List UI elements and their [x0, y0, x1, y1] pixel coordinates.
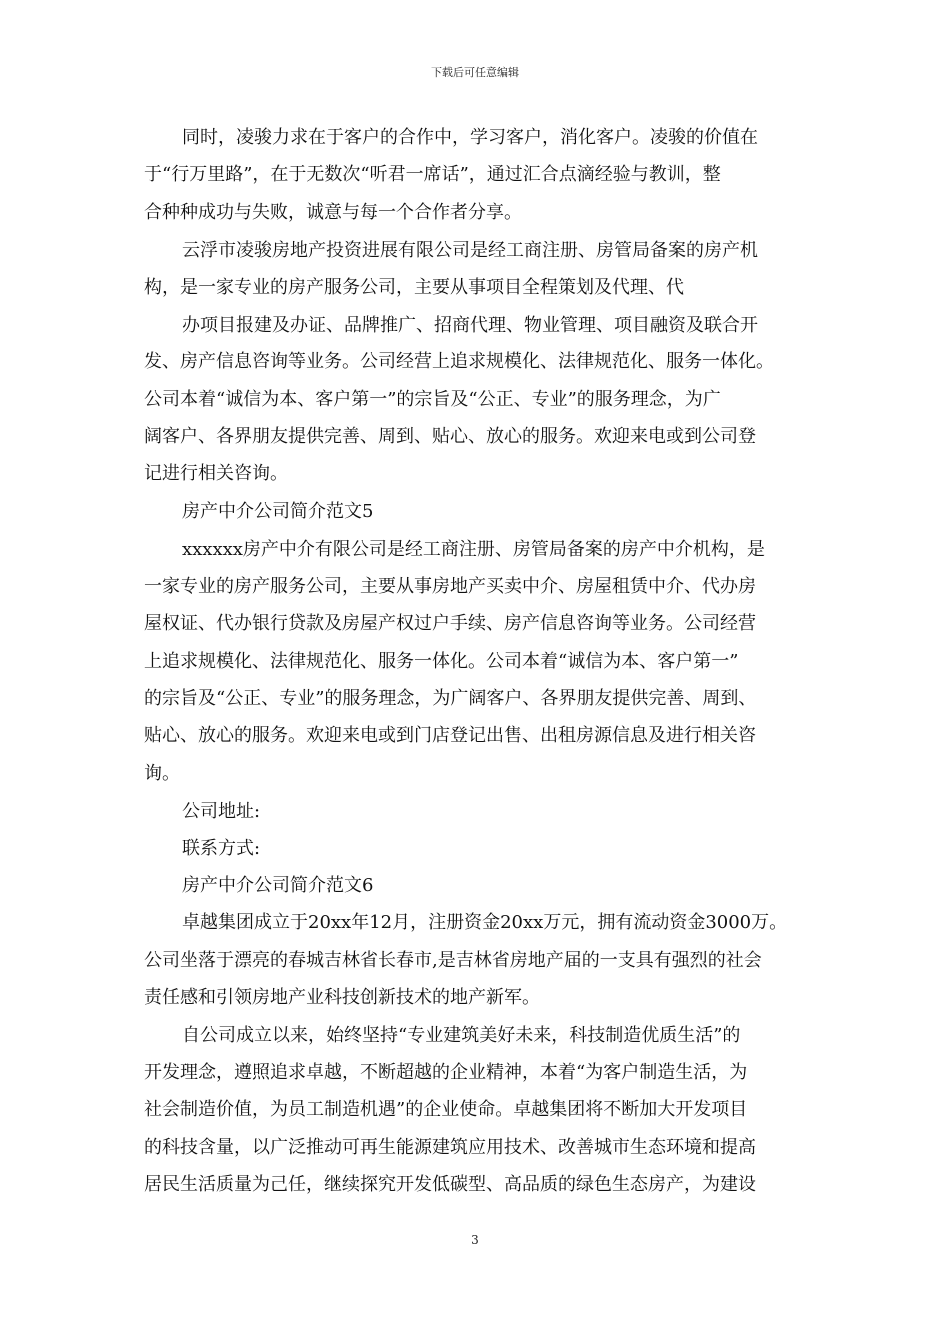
body-line: 云浮市凌骏房地产投资进展有限公司是经工商注册、房管局备案的房产机: [182, 240, 758, 261]
body-line: 发、房产信息咨询等业务。公司经营上追求规模化、法律规范化、服务一体化。: [144, 351, 774, 372]
section-heading: 房产中介公司简介范文5: [182, 501, 374, 522]
body-line: 记进行相关咨询。: [144, 463, 288, 484]
section-heading: 房产中介公司简介范文6: [182, 875, 374, 896]
body-line: 阔客户、各界朋友提供完善、周到、贴心、放心的服务。欢迎来电或到公司登: [144, 426, 756, 447]
body-line: 同时，凌骏力求在于客户的合作中，学习客户，消化客户。凌骏的价值在: [182, 127, 758, 148]
contact-label: 联系方式:: [182, 838, 261, 859]
body-line: 居民生活质量为己任，继续探究开发低碳型、高品质的绿色生态房产，为建设: [144, 1174, 756, 1195]
body-line: 构，是一家专业的房产服务公司，主要从事项目全程策划及代理、代: [144, 277, 684, 298]
body-line: 公司本着“诚信为本、客户第一”的宗旨及“公正、专业”的服务理念，为广: [144, 389, 721, 410]
body-line: 办项目报建及办证、品牌推广、招商代理、物业管理、项目融资及联合开: [182, 315, 758, 336]
body-line: 卓越集团成立于20xx年12月，注册资金20xx万元，拥有流动资金3000万。: [182, 912, 788, 933]
body-line: 责任感和引领房地产业科技创新技术的地产新军。: [144, 987, 540, 1008]
body-line: xxxxxx房产中介有限公司是经工商注册、房管局备案的房产中介机构，是: [182, 539, 765, 560]
body-line: 询。: [144, 763, 180, 784]
page-number: 3: [471, 1233, 479, 1247]
body-line: 合种种成功与失败，诚意与每一个合作者分享。: [144, 202, 522, 223]
body-line: 自公司成立以来，始终坚持“专业建筑美好未来，科技制造优质生活”的: [182, 1025, 741, 1046]
body-line: 的宗旨及“公正、专业”的服务理念，为广阔客户、各界朋友提供完善、周到、: [144, 688, 757, 709]
body-line: 上追求规模化、法律规范化、服务一体化。公司本着“诚信为本、客户第一”: [144, 651, 739, 672]
body-line: 公司坐落于漂亮的春城吉林省长春市,是吉林省房地产届的一支具有强烈的社会: [144, 950, 762, 971]
body-line: 于“行万里路”，在于无数次“听君一席话”，通过汇合点滴经验与教训，整: [144, 164, 721, 185]
address-label: 公司地址:: [182, 801, 261, 822]
body-line: 社会制造价值，为员工制造机遇”的企业使命。卓越集团将不断加大开发项目: [144, 1099, 748, 1120]
body-line: 屋权证、代办银行贷款及房屋产权过户手续、房产信息咨询等业务。公司经营: [144, 613, 756, 634]
body-line: 一家专业的房产服务公司，主要从事房地产买卖中介、房屋租赁中介、代办房: [144, 576, 756, 597]
body-line: 开发理念，遵照追求卓越，不断超越的企业精神，本着“为客户制造生活，为: [144, 1062, 748, 1083]
body-line: 的科技含量，以广泛推动可再生能源建筑应用技术、改善城市生态环境和提高: [144, 1137, 756, 1158]
body-line: 贴心、放心的服务。欢迎来电或到门店登记出售、出租房源信息及进行相关咨: [144, 725, 756, 746]
page-header: 下载后可任意编辑: [431, 66, 519, 79]
